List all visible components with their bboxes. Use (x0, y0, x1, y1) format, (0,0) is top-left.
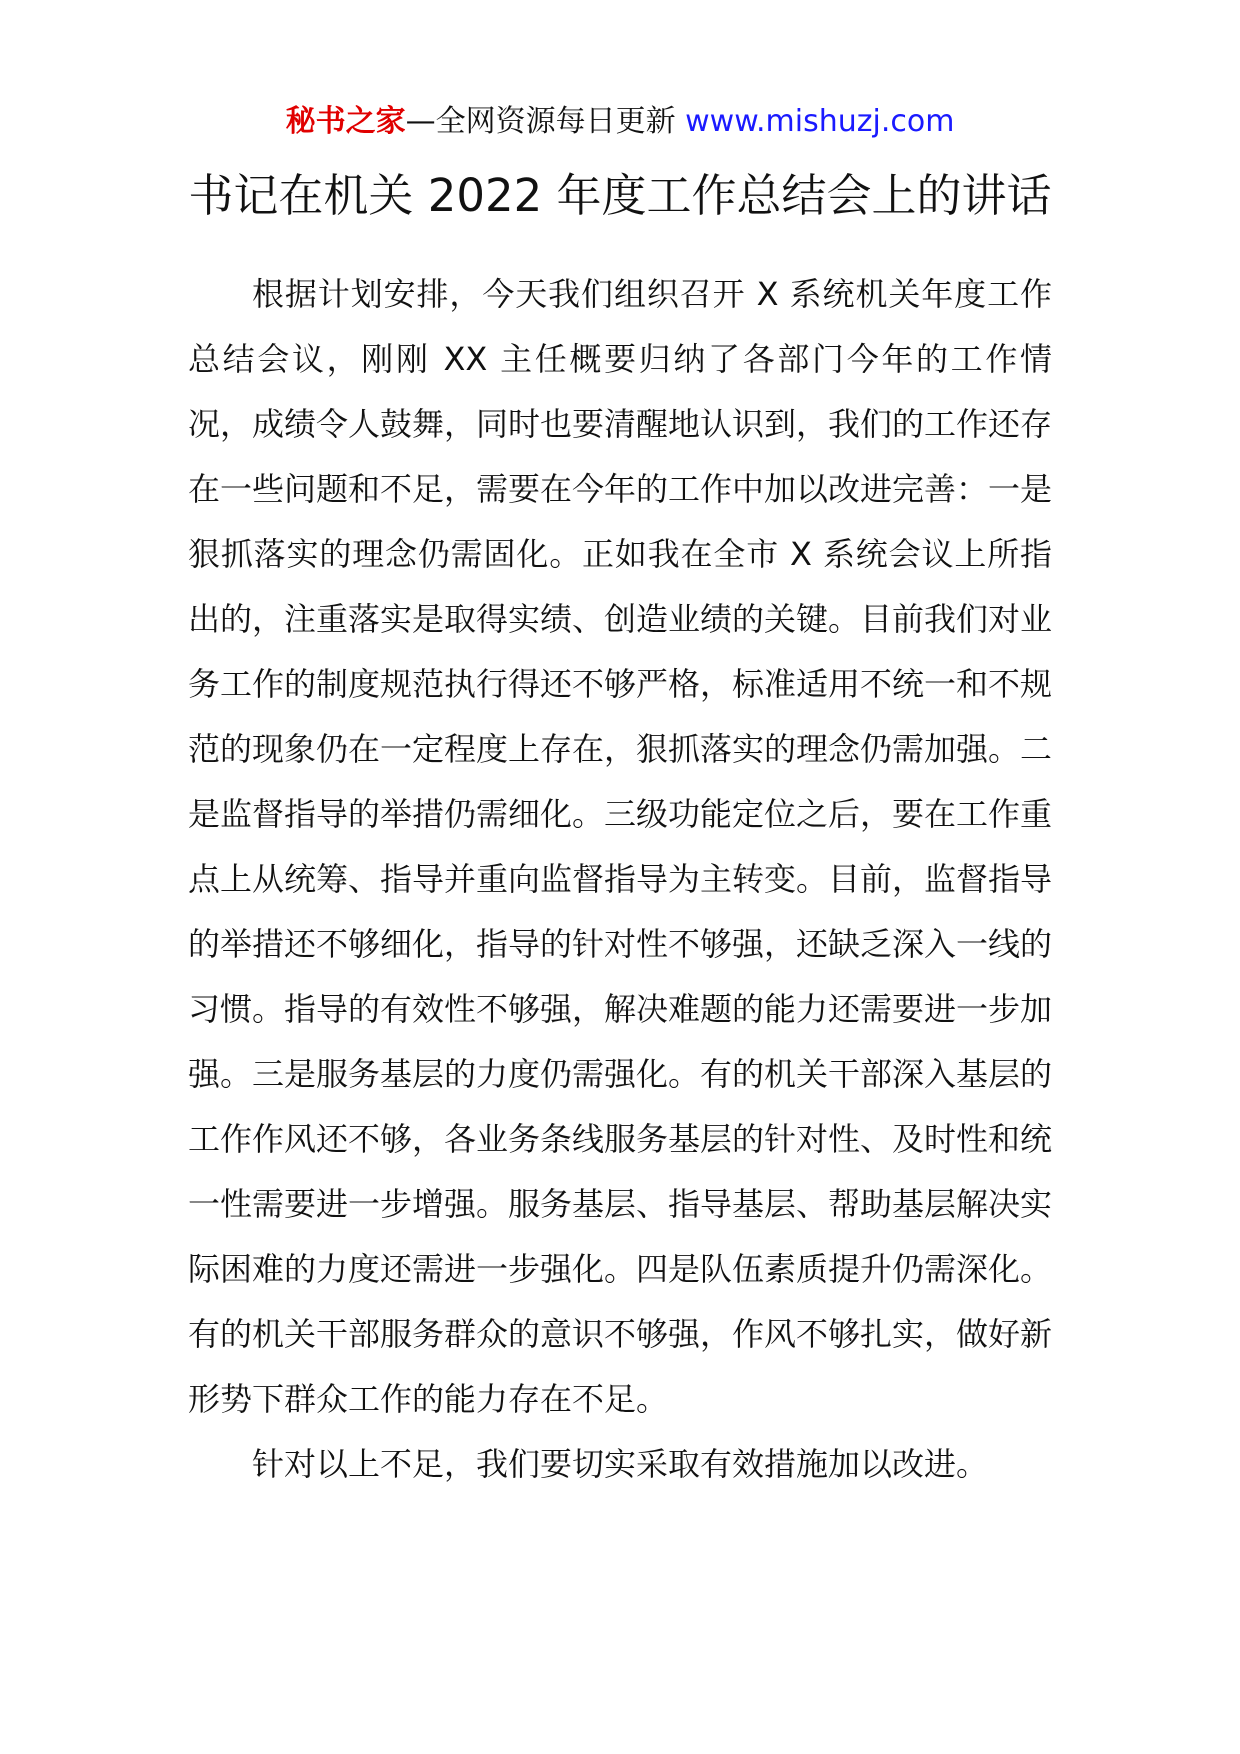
site-url-link[interactable]: www.mishuzj.com (685, 104, 955, 139)
site-tagline: —全网资源每日更新 (405, 104, 676, 139)
document-body (188, 262, 1052, 1497)
paragraph-1: 根据计划安排，今天我们组织召开 X 系统机关年度工作总结会议，刚刚 XX 主任概要归纳了各部门今年的工作情况，成绩令人鼓舞，同时也要清醒地认识到，我们的工作还存在一些问题和不足，需要在今年的工作中加以改进完善：一是狠抓落实的理念仍需固化。正如我在全市 X 系统会议上所指出的，注重落实是取得实绩、创造业绩的关键。目前我们对业务工作的制度规范执行得还不够严格，标准适用不统一和不规范的现象仍在一定程度上存在，狠抓落实的理念仍需加强。二是监督指导的举措仍需细化。三级功能定位之后，要在工作重点上从统筹、指导并重向监督指导为主转变。目前，监督指导的举措还不够细化，指导的针对性不够强，还缺乏深入一线的习惯。指导的有效性不够强，解决难题的能力还需要进一步加强。三是服务基层的力度仍需强化。有的机关干部深入基层的工作作风还不够，各业务条线服务基层的针对性、及时性和统一性需要进一步增强。服务基层、指导基层、帮助基层解决实际困难的力度还需进一步强化。四是队伍素质提升仍需深化。有的机关干部服务群众的意识不够强，作风不够扎实，做好新形势下群众工作的能力存在不足。 (188, 275, 1053, 1418)
document-title: 书记在机关 2022 年度工作总结会上的讲话 (188, 169, 1052, 222)
paragraph-2: 针对以上不足，我们要切实采取有效措施加以改进。 (252, 1445, 989, 1483)
site-header (0, 101, 1240, 143)
site-brand: 秘书之家 (285, 104, 406, 139)
